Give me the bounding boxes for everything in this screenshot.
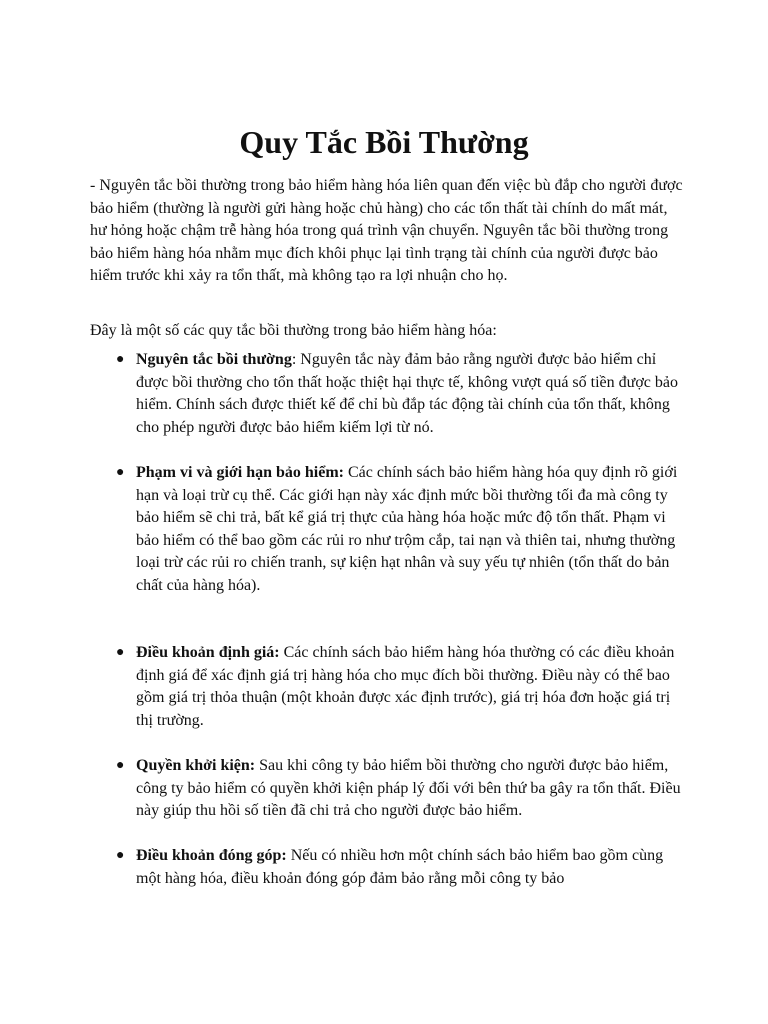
item-text: Các chính sách bảo hiểm hàng hóa thường có các điều khoản định giá để xác định giá trị hàng hóa cho mục đích bồi thường. Điều này có thể bao gồm giá trị thỏa thuận (một khoản được xác định trước), giá trị hóa đơn hoặc giá trị thị trường. [136,644,675,729]
list-item-contribution-clause [116,845,684,890]
item-term: Điều khoản định giá: [136,644,280,661]
item-text: Nếu có nhiều hơn một chính sách bảo hiểm bao gồm cùng một hàng hóa, điều khoản đóng góp đảm bảo rằng mỗi công ty bảo [136,847,664,887]
bullet-icon: ● [116,465,125,480]
item-term: Điều khoản đóng góp: [136,847,287,864]
item-text: Nguyên tắc này đảm bảo rằng người được bảo hiểm chỉ được bồi thường cho tổn thất hoặc thiệt hại thực tế, không vượt quá số tiền được bảo hiểm. Chính sách được thiết kế để chỉ bù đắp tác động tài chính của tổn thất, không cho phép người được bảo hiểm kiếm lợi từ nó. [136,351,678,436]
item-term: Phạm vi và giới hạn bảo hiểm: [136,464,344,481]
list-item-indemnity-principle [116,349,684,439]
item-text: Các chính sách bảo hiểm hàng hóa quy định rõ giới hạn và loại trừ cụ thể. Các giới hạn này xác định mức bồi thường tối đa mà công ty bảo hiểm sẽ chi trả, bất kể giá trị thực của hàng hóa hoặc mức độ tổn thất. Phạm vi bảo hiểm có thể bao gồm các rủi ro như trộm cắp, tai nạn và thiên tai, nhưng thường loại trừ các rủi ro chiến tranh, sự kiện hạt nhân và suy yếu tự nhiên (tổn thất do bản chất của hàng hóa). [136,464,678,594]
item-text: Sau khi công ty bảo hiểm bồi thường cho người được bảo hiểm, công ty bảo hiểm có quyền khởi kiện pháp lý đối với bên thứ ba gây ra tổn thất. Điều này giúp thu hồi số tiền đã chi trả cho người được bảo hiểm. [136,757,681,820]
intro-paragraph: - Nguyên tắc bồi thường trong bảo hiểm hàng hóa liên quan đến việc bù đắp cho người được bảo hiểm (thường là người gửi hàng hoặc chủ hàng) cho các tổn thất tài chính do mất mát, hư hỏng hoặc chậm trễ hàng hóa trong quá trình vận chuyển. Nguyên tắc bồi thường trong bảo hiểm hàng hóa nhằm mục đích khôi phục lại tình trạng tài chính của người được bảo hiểm trước khi xảy ra tổn thất, mà không tạo ra lợi nhuận cho họ. [90,177,683,285]
bullet-icon: ● [116,848,125,863]
item-term: Quyền khởi kiện: [136,757,256,774]
bullet-icon: ● [116,352,125,367]
item-term: Nguyên tắc bồi thường [136,351,292,368]
page-title: Quy Tắc Bồi Thường [239,124,529,160]
list-item-valuation-clause [116,642,684,732]
item-separator: : [291,351,297,368]
bullet-icon: ● [116,645,125,660]
lead-paragraph: Đây là một số các quy tắc bồi thường trong bảo hiểm hàng hóa: [90,322,497,339]
list-item-subrogation [116,755,684,823]
list-item-coverage-limits [116,462,684,598]
bullet-icon: ● [116,758,125,773]
